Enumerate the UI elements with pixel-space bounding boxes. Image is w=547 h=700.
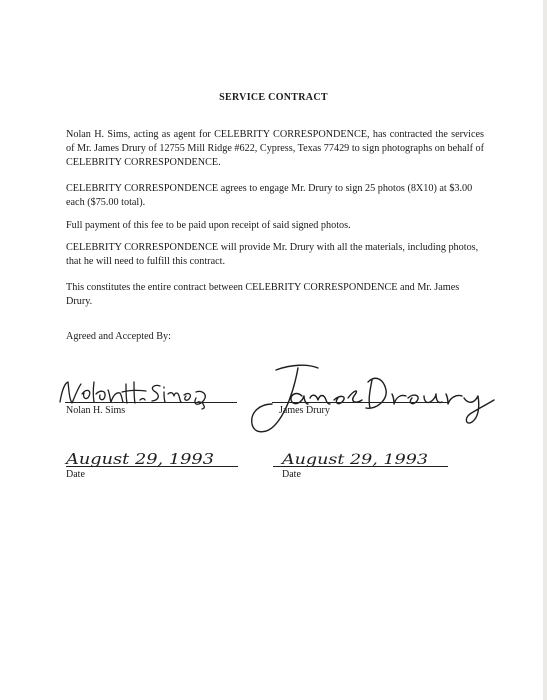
paragraph-payment: Full payment of this fee to be paid upon receipt of said signed photos. xyxy=(66,220,351,231)
signature-james-drury xyxy=(236,360,498,436)
signer-name-left: Nolan H. Sims xyxy=(66,405,126,416)
paragraph-materials: CELEBRITY CORRESPONDENCE will provide Mr. Drury with all the materials, including photos, that he will need to fulfill this contract. xyxy=(66,242,479,267)
document-title: SERVICE CONTRACT xyxy=(219,92,328,103)
svg-text:August 29, 1993: August 29, 1993 xyxy=(279,452,429,468)
paragraph-entire-contract: This constitutes the entire contract between CELEBRITY CORRESPONDENCE and Mr. James Drury. xyxy=(66,282,460,307)
handwritten-date-right xyxy=(280,444,460,478)
date-label-right: Date xyxy=(282,469,301,480)
signature-line-right xyxy=(272,402,448,403)
date-label-left: Date xyxy=(66,469,85,480)
handwritten-date-left xyxy=(62,444,242,478)
signer-name-right: James Drury xyxy=(279,405,330,416)
date-line-right xyxy=(273,466,448,467)
agreed-accepted-label: Agreed and Accepted By: xyxy=(66,331,171,342)
paragraph-agent-contract: Nolan H. Sims, acting as agent for CELEBRITY CORRESPONDENCE, has contracted the services of Mr. James Drury of 12755 Mill Ridge #622, Cypress, Texas 77429 to sign photographs on behalf of CELEBRITY CORRESPONDENCE. xyxy=(66,129,484,168)
paragraph-engagement-terms: CELEBRITY CORRESPONDENCE agrees to engage Mr. Drury to sign 25 photos (8X10) at $3.00 each ($75.00 total). xyxy=(66,183,473,208)
svg-text:August 29, 1993: August 29, 1993 xyxy=(63,450,214,468)
date-line-left xyxy=(66,466,238,467)
signature-line-left xyxy=(65,402,237,403)
